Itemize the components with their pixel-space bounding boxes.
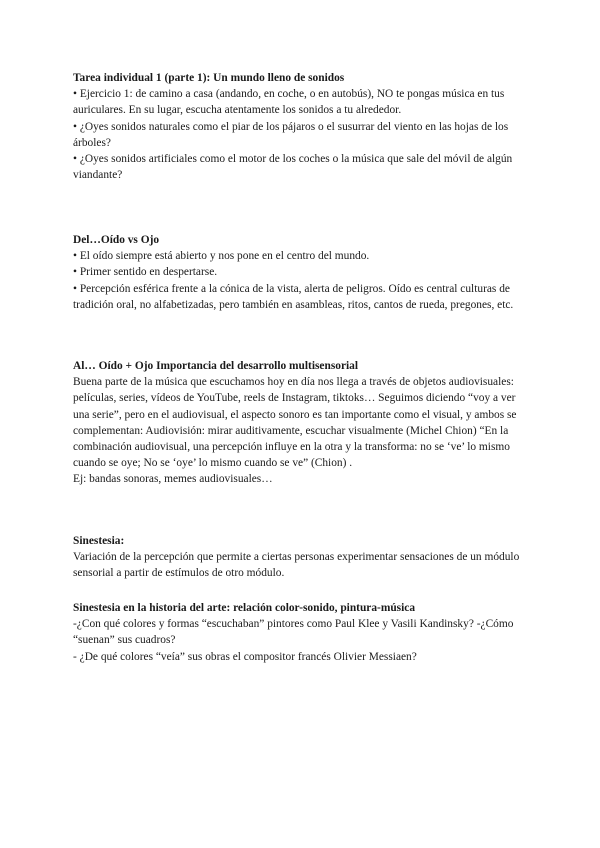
- section-heading: Al… Oído + Ojo Importancia del desarrollo multisensorial: [73, 360, 359, 372]
- bullet-sonidos-artificiales: • ¿Oyes sonidos artificiales como el motor de los coches o la música que sale del móvil de algún viandante?: [73, 153, 513, 182]
- paragraph-definicion: Variación de la percepción que permite a ciertas personas experimentar sensaciones de un módulo sensorial a partir de estímulos de otro módulo.: [73, 551, 520, 580]
- bullet-ejercicio: • Ejercicio 1: de camino a casa (andando, en coche, o en autobús), NO te pongas música en tus auriculares. En su lugar, escucha atentamente los sonidos a tu alrededor.: [73, 88, 505, 117]
- section-heading: Sinestesia en la historia del arte: relación color-sonido, pintura-música: [73, 602, 416, 614]
- section-sinestesia-arte: [73, 600, 533, 665]
- question-messiaen: - ¿De qué colores “veía” sus obras el compositor francés Olivier Messiaen?: [73, 650, 417, 663]
- question-klee-kandinsky: -¿Con qué colores y formas “escuchaban” pintores como Paul Klee y Vasili Kandinsky? -¿Cómo “suenan” sus cuadros?: [73, 618, 514, 647]
- paragraph-ejemplos: Ej: bandas sonoras, memes audiovisuales…: [73, 473, 273, 486]
- section-tarea-individual: [73, 70, 533, 183]
- bullet-sonidos-naturales: • ¿Oyes sonidos naturales como el piar de los pájaros o el susurrar del viento en las hojas de los árboles?: [73, 120, 509, 149]
- section-heading: Tarea individual 1 (parte 1): Un mundo lleno de sonidos: [73, 72, 345, 84]
- bullet-percepcion-esferica: • Percepción esférica frente a la cónica de la vista, alerta de peligros. Oído es central culturas de tradición oral, no alfabetizadas, pero también en asambleas, ritos, cantos de rueda, pregones, etc.: [73, 282, 514, 311]
- bullet-oido-abierto: • El oído siempre está abierto y nos pone en el centro del mundo.: [73, 250, 370, 263]
- section-multisensorial: [73, 358, 533, 488]
- bullet-primer-sentido: • Primer sentido en despertarse.: [73, 266, 218, 279]
- section-sinestesia: [73, 533, 533, 582]
- section-heading: Del…Oído vs Ojo: [73, 234, 160, 246]
- section-oido-vs-ojo: [73, 232, 533, 313]
- section-heading: Sinestesia:: [73, 535, 125, 547]
- paragraph-audiovision: Buena parte de la música que escuchamos hoy en día nos llega a través de objetos audiovisuales: películas, series, vídeos de YouTube, reels de Instagram, tiktoks… Seguimos diciendo “voy a ver una serie”, pero en el audiovisual, el aspecto sonoro es tan importante como el visual, y ambos se complementan: Audiovisión: mirar auditivamente, escuchar visualmente (Michel Chion) “En la combinación audiovisual, una percepción influye en la otra y la transforma: no se ‘ve’ lo mismo cuando se oye; No se ‘oye’ lo mismo cuando se ve” (Chion) .: [73, 376, 517, 470]
